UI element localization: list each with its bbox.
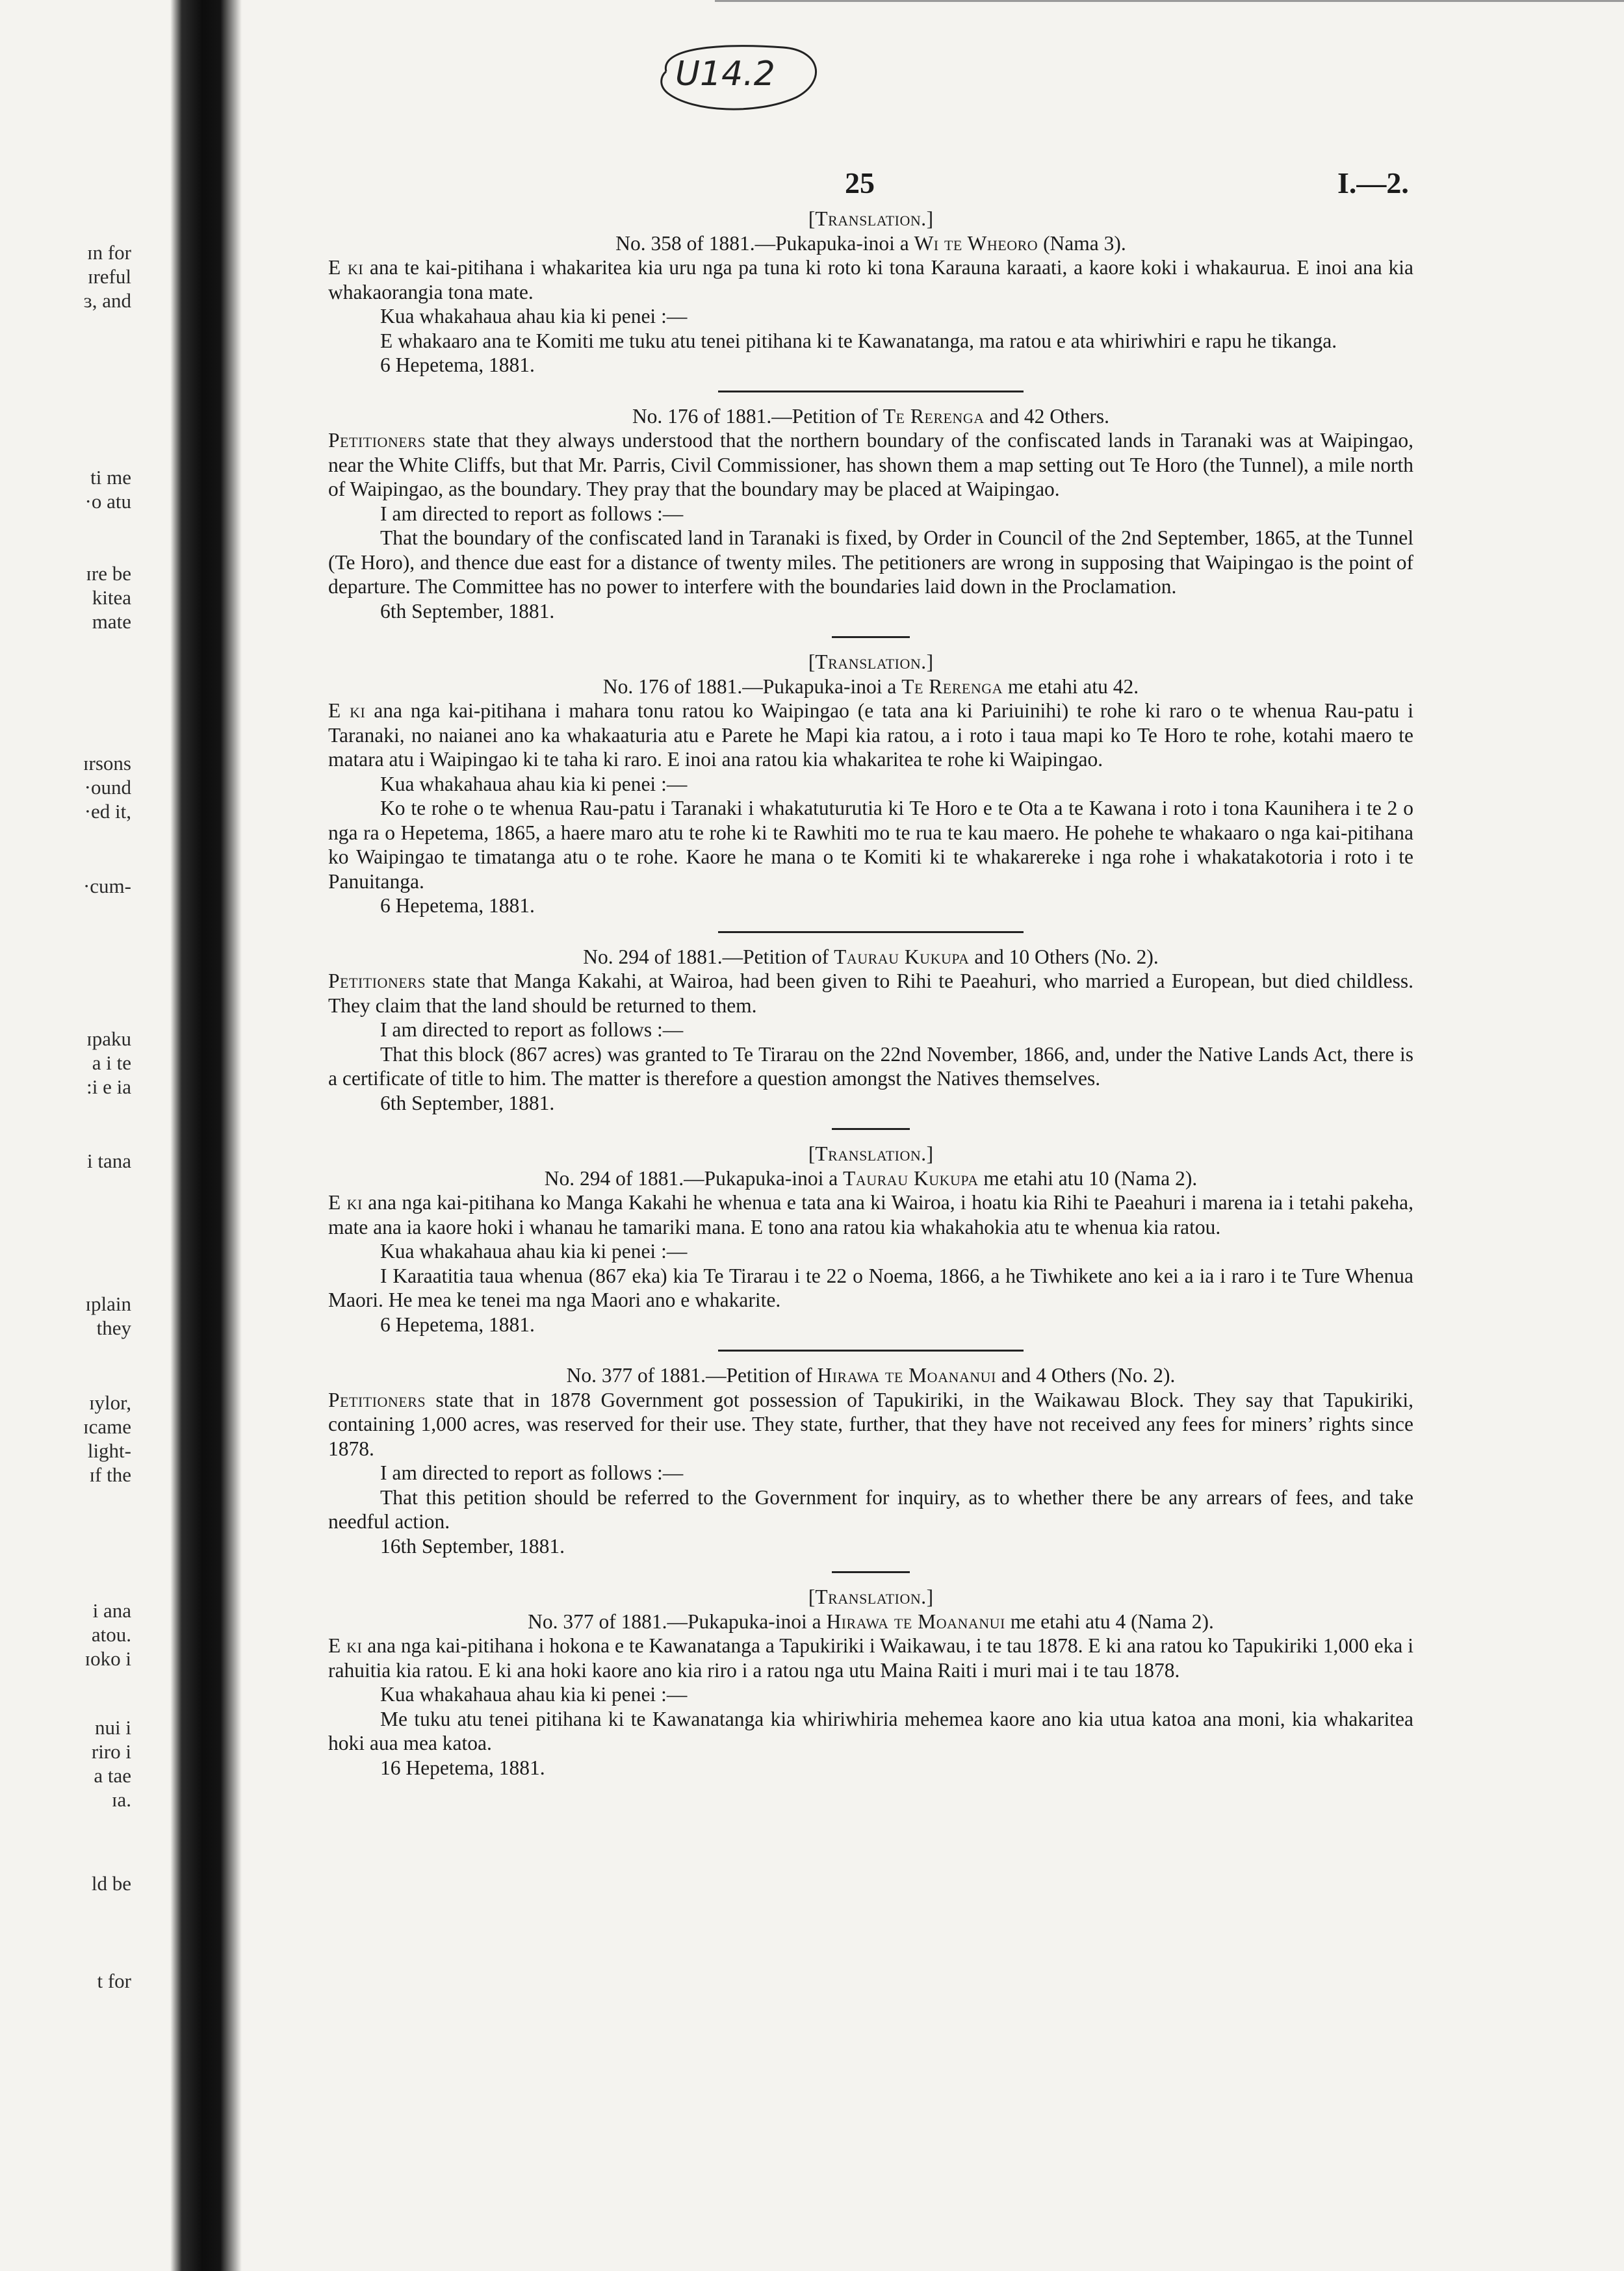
small-caps-run: Te Rerenga: [883, 404, 985, 428]
text-run: [: [808, 1585, 816, 1608]
text-run: [: [808, 207, 816, 230]
text-run: and 42 Others.: [984, 404, 1110, 428]
gutter-fragment: they: [96, 1316, 131, 1339]
gutter-fragment: ɪcame: [83, 1415, 131, 1438]
petition-title: [328, 404, 1413, 429]
petition-title: [328, 945, 1413, 969]
section-divider: [832, 1571, 910, 1573]
text-run: [: [808, 1142, 816, 1165]
gutter-fragment: a tae: [94, 1764, 131, 1787]
text-run: [: [808, 650, 816, 673]
petition-section: [328, 207, 1413, 378]
text-run: No. 176 of 1881.—Pukapuka-inoi a: [602, 674, 902, 698]
directed-line: Kua whakahaua ahau kia ki penei :—: [380, 1240, 688, 1263]
gutter-fragment: a i te: [92, 1051, 131, 1074]
translation-heading: [328, 1142, 1413, 1166]
committee-report: Ko te rohe o te whenua Rau-patu i Taranaki i whakatuturutia ki Te Horo e te Ota a te Kawana i roto i tona Kaunihera i te 2 o nga ra o Hepetema, 1865, a haere maro atu te rohe ki te Rawhiti mo te rua te kau maero. He pohehe te whakaaro o nga kai-pitihana ko Waipingao te timatanga atu o te rohe. Kaore he mana o te Komiti ki te whakarereke i nga rohe i whakatakotoria i roto i te Panuitanga.: [328, 797, 1413, 893]
report-date: 6 Hepetema, 1881.: [380, 1313, 535, 1336]
section-divider: [832, 636, 910, 638]
gutter-fragment: nui i: [95, 1716, 131, 1739]
gutter-fragment: ɪrsons: [83, 752, 131, 775]
summary-text: state that in 1878 Government got possession of Tapukiriki, in the Waikawau Block. They say that Tapukiriki, containing 1,000 acres, was reserved for their use. They state, further, that they have not received any fees for miners’ rights since 1878.: [328, 1388, 1413, 1460]
petition-summary: [328, 255, 1413, 304]
lead-word: E ki: [328, 1191, 363, 1214]
report-date: 16 Hepetema, 1881.: [380, 1756, 545, 1779]
gutter-fragment: ·ed it,: [84, 800, 131, 823]
text-run: ]: [926, 650, 934, 673]
gutter-fragment: t for: [97, 1969, 131, 1992]
text-run: ]: [926, 1142, 934, 1165]
gutter-fragment: ɪoko i: [84, 1647, 131, 1670]
small-caps-run: Translation.: [815, 207, 927, 230]
gutter-fragment: ɜ, and: [83, 289, 131, 312]
gutter-fragment: ld be: [91, 1872, 131, 1895]
text-run: me etahi atu 4 (Nama 2).: [1005, 1610, 1214, 1633]
petition-title: [328, 674, 1413, 699]
gutter-fragment: ɪplain: [85, 1292, 131, 1315]
section-divider: [832, 1128, 910, 1130]
gutter-fragment: ·o atu: [84, 490, 131, 513]
text-run: me etahi atu 42.: [1003, 674, 1139, 698]
summary-text: state that Manga Kakahi, at Wairoa, had been given to Rihi te Paeahuri, who married a European, but died childless. They claim that the land should be returned to them.: [328, 969, 1413, 1017]
petition-section: [328, 1571, 1413, 1780]
petition-summary: [328, 699, 1413, 772]
petition-section: [328, 1128, 1413, 1337]
text-run: me etahi atu 10 (Nama 2).: [978, 1166, 1198, 1190]
text-run: and 10 Others (No. 2).: [969, 945, 1159, 968]
text-run: No. 176 of 1881.—Petition of: [632, 404, 883, 428]
binding-shadow: [170, 0, 242, 2271]
gutter-fragment: i tana: [87, 1149, 131, 1172]
gutter-fragment: ɪn for: [86, 241, 131, 264]
lead-word: Petitioners: [328, 429, 426, 452]
small-caps-run: Hirawa te Moananui: [817, 1364, 996, 1387]
lead-word: E ki: [328, 699, 366, 722]
small-caps-run: Wi te Wheoro: [914, 231, 1038, 255]
page-number: 25: [845, 166, 875, 199]
text-run: No. 294 of 1881.—Pukapuka-inoi a: [544, 1166, 844, 1190]
translation-heading: [328, 1585, 1413, 1610]
text-run: No. 377 of 1881.—Petition of: [566, 1364, 818, 1387]
gutter-fragment: i ana: [92, 1599, 131, 1622]
text-run: No. 358 of 1881.—Pukapuka-inoi a: [615, 231, 914, 255]
gutter-fragment: light-: [87, 1439, 131, 1462]
small-caps-run: Translation.: [815, 1142, 927, 1165]
lead-word: Petitioners: [328, 1388, 426, 1411]
report-date: 6 Hepetema, 1881.: [380, 894, 535, 917]
directed-line: I am directed to report as follows :—: [380, 1461, 684, 1484]
committee-report: I Karaatitia taua whenua (867 eka) kia Te Tirarau i te 22 o Noema, 1866, a he Tiwhikete ano kei a ia i raro i te Ture Whenua Maori. He mea ke tenei ma nga Maori ano e whakarite.: [328, 1264, 1413, 1311]
translation-heading: [328, 207, 1413, 231]
lead-word: E ki: [328, 1634, 363, 1657]
top-edge-line: [715, 0, 1624, 2]
report-date: 6th September, 1881.: [380, 1091, 555, 1114]
small-caps-run: Hirawa te Moananui: [826, 1610, 1005, 1633]
petition-title: [328, 1166, 1413, 1191]
committee-report: Me tuku atu tenei pitihana ki te Kawanatanga kia whiriwhiria mehemea kaore ano kia utua katoa ana moni, kia whakaritea hoki aua mea katoa.: [328, 1707, 1413, 1754]
gutter-fragment: :i e ia: [86, 1075, 131, 1098]
report-date: 16th September, 1881.: [380, 1534, 565, 1558]
gutter-fragment: ·cum-: [83, 875, 131, 897]
report-date: 6th September, 1881.: [380, 599, 555, 622]
text-run: No. 377 of 1881.—Pukapuka-inoi a: [528, 1610, 827, 1633]
directed-line: Kua whakahaua ahau kia ki penei :—: [380, 772, 688, 795]
text-run: and 4 Others (No. 2).: [996, 1364, 1176, 1387]
petition-section: [328, 931, 1413, 1116]
small-caps-run: Translation.: [815, 1585, 927, 1608]
gutter-fragment: ɪreful: [87, 265, 131, 288]
gutter-fragment: ti me: [90, 466, 131, 489]
text-run: (Nama 3).: [1038, 231, 1126, 255]
gutter-fragment: ɪa.: [111, 1788, 131, 1811]
small-caps-run: Taurau Kukupa: [834, 945, 970, 968]
directed-line: I am directed to report as follows :—: [380, 502, 684, 525]
directed-line: Kua whakahaua ahau kia ki penei :—: [380, 1683, 688, 1706]
section-divider: [718, 391, 1024, 392]
summary-text: ana nga kai-pitihana i hokona e te Kawanatanga a Tapukiriki i Waikawau, i te tau 1878. E ki ana ratou ko Tapukiriki 1,000 eka i rahuitia kia ratou. E ki ana hoki kaore ano kia riro i a ratou nga utu Maina Raiti i muri mai i te tau 1878.: [328, 1634, 1413, 1682]
translation-heading: [328, 650, 1413, 674]
section-divider: [718, 931, 1024, 933]
section-divider: [718, 1350, 1024, 1352]
page-reference: I.—2.: [1337, 166, 1409, 199]
small-caps-run: Taurau Kukupa: [843, 1166, 979, 1190]
petition-title: [328, 1610, 1413, 1634]
small-caps-run: Te Rerenga: [901, 674, 1003, 698]
directed-line: Kua whakahaua ahau kia ki penei :—: [380, 305, 688, 327]
petition-title: [328, 231, 1413, 256]
summary-text: state that they always understood that the northern boundary of the confiscated lands in Taranaki was at Waipingao, near the White Cliffs, but that Mr. Parris, Civil Commissioner, has shown them a map setting out Te Horo (the Tunnel), a mile north of Waipingao, as the boundary. They pray that the boundary may be placed at Waipingao.: [328, 429, 1413, 500]
petition-summary: [328, 1388, 1413, 1461]
petition-section: [328, 636, 1413, 918]
handwritten-annotation: [653, 36, 832, 114]
committee-report: That this block (867 acres) was granted to Te Tirarau on the 22nd November, 1866, and, under the Native Lands Act, there is a certificate of title to him. The matter is therefore a question amongst the Natives themselves.: [328, 1042, 1413, 1090]
report-date: 6 Hepetema, 1881.: [380, 353, 535, 376]
petition-summary: [328, 1190, 1413, 1239]
gutter-fragment: kitea: [92, 586, 131, 609]
handwritten-note-text: U14.2: [675, 55, 775, 94]
petition-title: [328, 1363, 1413, 1388]
petition-summary: [328, 969, 1413, 1018]
petition-summary: [328, 428, 1413, 502]
gutter-fragment: ·ound: [84, 776, 131, 799]
summary-text: ana te kai-pitihana i whakaritea kia uru nga pa tuna ki roto ki tona Karauna karaati, a kaore koki i whakaurua. E inoi ana kia whakaorangia tona mate.: [328, 256, 1413, 303]
committee-report: That this petition should be referred to the Government for inquiry, as to whether there be any arrears of fees, and take needful action.: [328, 1485, 1413, 1533]
gutter-fragment: ɪpaku: [86, 1027, 131, 1050]
gutter-fragment: ɪylor,: [88, 1391, 131, 1414]
summary-text: ana nga kai-pitihana ko Manga Kakahi he whenua e tata ana ki Wairoa, i hoatu kia Rihi te Paeahuri i marena ia i tetahi pakeha, mate ana ia kaore hoki i whanau he tamariki mana. E tono ana ratou kia whakahokia atu te whenua kia ratou.: [328, 1191, 1413, 1238]
committee-report: E whakaaro ana te Komiti me tuku atu tenei pitihana ki te Kawanatanga, ma ratou e ata whiriwhiri e rapu he tikanga.: [380, 329, 1337, 352]
text-run: ]: [926, 207, 934, 230]
committee-report: That the boundary of the confiscated land in Taranaki is fixed, by Order in Council of the 2nd September, 1865, at the Tunnel (Te Horo), and thence due east for a distance of twenty miles. The petitioners are wrong in supposing that Waipingao is the point of departure. The Committee has no power to interfere with the boundaries laid down in the Proclamation.: [328, 526, 1413, 598]
lead-word: E ki: [328, 256, 364, 279]
gutter-fragment: atou.: [91, 1623, 131, 1646]
document-body: [328, 207, 1413, 1780]
gutter-fragment: ɪre be: [86, 562, 131, 585]
text-run: No. 294 of 1881.—Petition of: [583, 945, 834, 968]
gutter-fragment: mate: [92, 610, 131, 633]
petition-section: [328, 1350, 1413, 1558]
summary-text: ana nga kai-pitihana i mahara tonu ratou ko Waipingao (e tata ana ki Pariuinihi) te rohe ki raro o te whenua Rau-patu i Taranaki, no naianei ano ka whakaaturia atu e Parete he Mapi kia ratou, a i roto i taua mapi ko Te Horo te rohe, kotahi maero te matara atu i Waipingao ki te taha ki raro. E inoi ana ratou kia whakaritea te rohe ki Waipingao.: [328, 699, 1413, 771]
directed-line: I am directed to report as follows :—: [380, 1018, 684, 1041]
small-caps-run: Translation.: [815, 650, 927, 673]
petition-section: [328, 391, 1413, 624]
gutter-fragment: riro i: [91, 1740, 131, 1763]
petition-summary: [328, 1634, 1413, 1682]
gutter-fragment: ɪf the: [89, 1463, 131, 1486]
text-run: ]: [926, 1585, 934, 1608]
lead-word: Petitioners: [328, 969, 426, 992]
